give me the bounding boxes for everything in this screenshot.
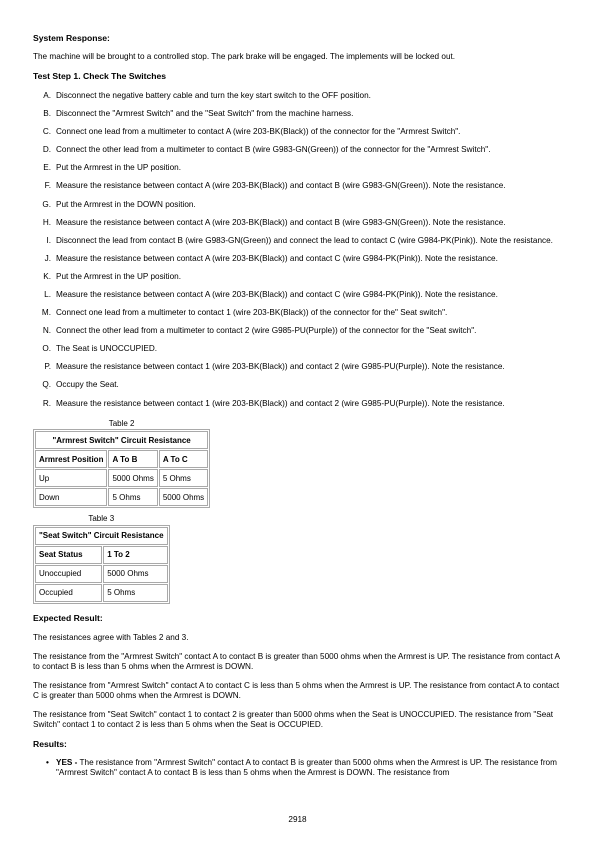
system-response-text: The machine will be brought to a controlled stop. The park brake will be engaged. The implements will be locked out.	[33, 52, 456, 62]
step-item	[33, 109, 563, 119]
table-2-block	[33, 419, 210, 509]
step-letter: A.	[43, 90, 51, 100]
expected-paragraph: The resistance from the "Armrest Switch" contact A to contact B is greater than 5000 ohms when the Armrest is UP. The resistance from contact A to contact B is less than 5 ohms when the Armrest is DOWN.	[33, 651, 560, 671]
step-letter: P.	[44, 362, 51, 372]
results-list	[33, 758, 563, 778]
table-cell: Occupied	[35, 584, 102, 602]
step-item	[33, 91, 563, 101]
results-heading: Results:	[33, 738, 67, 749]
step-item	[33, 399, 563, 409]
table-row	[35, 488, 208, 506]
table-cell: 5000 Ohms	[159, 488, 208, 506]
step-item	[33, 254, 563, 264]
table-2-header: Armrest Position	[35, 450, 107, 468]
table-2-title: "Armrest Switch" Circuit Resistance	[35, 431, 208, 449]
table-cell: 5 Ohms	[103, 584, 167, 602]
table-3-header: Seat Status	[35, 546, 102, 564]
system-response-heading: System Response:	[33, 33, 110, 43]
table-cell: Up	[35, 469, 107, 487]
step-text: Measure the resistance between contact A (wire 203-BK(Black)) and contact C (wire G984-PK(Pink)). Note the resistance.	[56, 290, 498, 299]
bullet-icon: •	[46, 758, 49, 768]
result-text: The resistance from "Armrest Switch" contact A to contact B is greater than 5000 ohms when the Armrest is UP. The resistance from "Armrest Switch" contact A to contact B is less than 5 ohms when the Armrest is DOWN. The resistance from	[56, 758, 557, 778]
step-text: Measure the resistance between contact A (wire 203-BK(Black)) and contact B (wire G983-GN(Green)). Note the resistance.	[56, 217, 506, 227]
table-cell: 5 Ohms	[108, 488, 157, 506]
step-item	[33, 181, 563, 191]
step-letter: N.	[42, 326, 51, 336]
step-letter: R.	[42, 398, 51, 408]
step-letter: J.	[44, 253, 51, 263]
step-letter: O.	[42, 344, 51, 354]
step-letter: Q.	[42, 380, 51, 390]
step-letter: F.	[44, 181, 51, 191]
expected-result-heading: Expected Result:	[33, 613, 103, 624]
step-text: Measure the resistance between contact A (wire 203-BK(Black)) and contact C (wire G984-PK(Pink)). Note the resistance.	[56, 253, 498, 263]
step-text: Disconnect the negative battery cable and turn the key start switch to the OFF position.	[56, 90, 371, 100]
table-row	[35, 584, 168, 602]
result-label: YES -	[56, 758, 78, 768]
step-text: Disconnect the "Armrest Switch" and the "Seat Switch" from the machine harness.	[56, 109, 354, 119]
step-letter: M.	[41, 308, 51, 318]
table-3-header: 1 To 2	[103, 546, 167, 564]
step-letter: C.	[42, 127, 51, 137]
table-cell: Down	[35, 488, 107, 506]
step-item	[33, 218, 563, 228]
step-item	[33, 145, 563, 155]
step-text: Measure the resistance between contact A (wire 203-BK(Black)) and contact B (wire G983-GN(Green)). Note the resistance.	[56, 181, 506, 191]
step-letter: D.	[42, 145, 51, 155]
step-item	[33, 326, 563, 336]
page-number: 2918	[288, 815, 307, 824]
table-cell: Unoccupied	[35, 565, 102, 583]
step-letter: B.	[43, 109, 51, 119]
armrest-resistance-table	[33, 429, 210, 508]
table-3-block	[33, 514, 170, 604]
step-item	[33, 362, 563, 372]
table-cell: 5 Ohms	[159, 469, 208, 487]
step-letter: E.	[43, 163, 51, 173]
table-3-title: "Seat Switch" Circuit Resistance	[35, 527, 168, 545]
result-item	[33, 758, 563, 778]
step-letter: I.	[46, 235, 51, 245]
test-step-heading: Test Step 1. Check The Switches	[33, 71, 167, 82]
expected-paragraph: The resistance from "Seat Switch" contact 1 to contact 2 is greater than 5000 ohms when the Seat is UNOCCUPIED. The resistance from "Seat Switch" contact 1 to contact 2 is less than 5 ohms when the Seat is OCCUPIED.	[33, 709, 554, 729]
step-item	[33, 163, 563, 173]
step-text: Connect one lead from a multimeter to contact A (wire 203-BK(Black)) of the connector for the "Armrest Switch".	[56, 127, 461, 137]
table-cell: 5000 Ohms	[103, 565, 167, 583]
step-text: Put the Armrest in the UP position.	[56, 163, 181, 173]
step-text: Connect the other lead from a multimeter to contact 2 (wire G985-PU(Purple)) of the connector for the "Seat switch".	[56, 326, 477, 336]
step-text: Occupy the Seat.	[56, 380, 119, 390]
table-2-caption: Table 2	[108, 418, 135, 428]
step-letter: H.	[42, 217, 51, 227]
step-text: Disconnect the lead from contact B (wire G983-GN(Green)) and connect the lead to contact C (wire G984-PK(Pink)). Note the resistance.	[56, 235, 553, 245]
step-text: Connect the other lead from a multimeter to contact B (wire G983-GN(Green)) of the connector for the "Armrest Switch".	[56, 145, 491, 155]
table-row	[35, 469, 208, 487]
step-text: Measure the resistance between contact 1 (wire 203-BK(Black)) and contact 2 (wire G985-PU(Purple)). Note the resistance.	[56, 362, 505, 372]
document-page	[33, 33, 563, 778]
step-letter: G.	[42, 199, 51, 209]
step-text: Put the Armrest in the DOWN position.	[56, 199, 196, 209]
table-row	[35, 565, 168, 583]
table-2-header: A To C	[159, 450, 208, 468]
table-2-header: A To B	[108, 450, 157, 468]
step-item	[33, 272, 563, 282]
table-3-caption: Table 3	[88, 514, 115, 524]
step-text: Connect one lead from a multimeter to contact 1 (wire 203-BK(Black)) of the connector for the" Seat switch".	[56, 308, 448, 318]
expected-paragraph: The resistances agree with Tables 2 and 3.	[33, 632, 189, 642]
test-step-list	[33, 91, 563, 409]
step-item	[33, 200, 563, 210]
step-item	[33, 308, 563, 318]
step-text: Measure the resistance between contact 1 (wire 203-BK(Black)) and contact 2 (wire G985-PU(Purple)). Note the resistance.	[56, 398, 505, 408]
step-item	[33, 127, 563, 137]
step-text: Put the Armrest in the UP position.	[56, 271, 181, 281]
seat-resistance-table	[33, 525, 170, 604]
table-cell: 5000 Ohms	[108, 469, 157, 487]
step-item	[33, 236, 563, 246]
expected-paragraph: The resistance from "Armrest Switch" contact A to contact C is less than 5 ohms when the Armrest is UP. The resistance from contact A to contact C is greater than 5000 ohms when the Armrest is DOWN.	[33, 680, 560, 700]
step-item	[33, 380, 563, 390]
step-text: The Seat is UNOCCUPIED.	[56, 344, 158, 354]
step-item	[33, 290, 563, 300]
step-letter: K.	[43, 271, 51, 281]
step-letter: L.	[44, 290, 51, 299]
step-item	[33, 344, 563, 354]
